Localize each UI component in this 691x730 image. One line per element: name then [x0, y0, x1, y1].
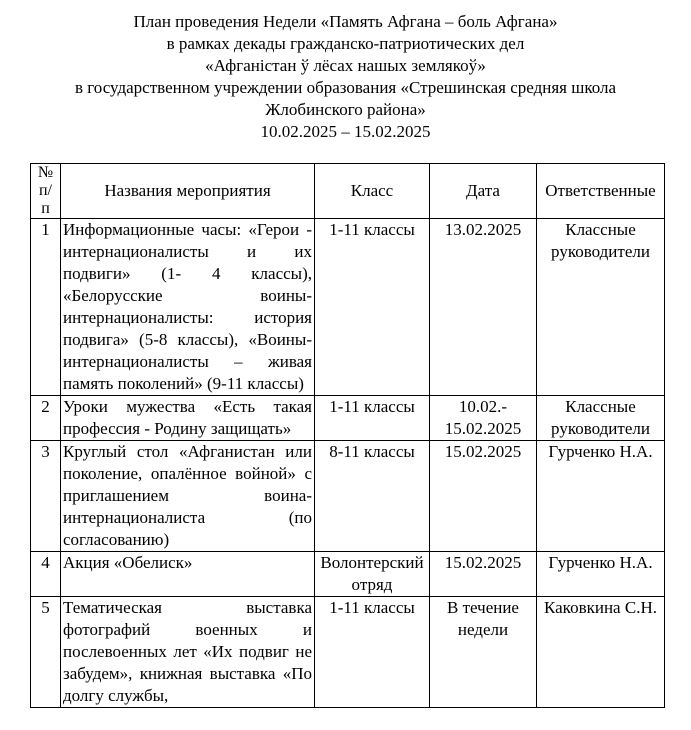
event-class: Волонтерский отряд: [315, 552, 430, 597]
column-header-name: Названия мероприятия: [61, 164, 315, 219]
column-header-class: Класс: [315, 164, 430, 219]
event-responsible: Гурченко Н.А.: [537, 552, 665, 597]
table-row: [31, 219, 665, 396]
column-header-number: [31, 164, 61, 219]
column-header-number-line1: №: [37, 164, 54, 181]
event-name: Акция «Обелиск»: [61, 552, 315, 597]
event-class: 8-11 классы: [315, 441, 430, 552]
event-name: Информационные часы: «Герои - интернационалисты и их подвиги» (1- 4 классы), «Белорусские воины-интернационалисты: история подвига» (5-8 классы), «Воины-интернационалисты – живая память поколений» (9-11 классы): [61, 219, 315, 396]
event-date: 15.02.2025: [430, 441, 537, 552]
date-range: 10.02.2025 – 15.02.2025: [260, 122, 431, 141]
event-date: 15.02.2025: [430, 552, 537, 597]
column-header-date: Дата: [430, 164, 537, 219]
event-name: Уроки мужества «Есть такая профессия - Родину защищать»: [61, 396, 315, 441]
event-date: В течение недели: [430, 597, 537, 708]
table-row: [31, 552, 665, 597]
table-row: [31, 396, 665, 441]
table-row: [31, 597, 665, 708]
row-number: 3: [31, 441, 61, 552]
event-responsible: Каковкина С.Н.: [537, 597, 665, 708]
event-responsible: Классные руководители: [537, 396, 665, 441]
event-name: Круглый стол «Афганистан или поколение, опалённое войной» с приглашением воина-интернационалиста (по согласованию): [61, 441, 315, 552]
subtitle-line: «Афганістан ў лёсах нашых землякоў»: [205, 56, 486, 75]
row-number: 5: [31, 597, 61, 708]
title-line: План проведения Недели «Память Афгана – боль Афгана»: [133, 12, 558, 31]
event-class: 1-11 классы: [315, 396, 430, 441]
events-table: [30, 163, 665, 708]
column-header-responsible: Ответственные: [537, 164, 665, 219]
table-row: [31, 441, 665, 552]
row-number: 1: [31, 219, 61, 396]
subtitle-line: Жлобинского района»: [265, 100, 426, 119]
row-number: 2: [31, 396, 61, 441]
column-header-number-line2: п/ п: [38, 182, 52, 217]
row-number: 4: [31, 552, 61, 597]
event-date: 13.02.2025: [430, 219, 537, 396]
event-responsible: Классные руководители: [537, 219, 665, 396]
table-header-row: [31, 164, 665, 219]
event-class: 1-11 классы: [315, 219, 430, 396]
subtitle-line: в государственном учреждении образования «Стрешинская средняя школа: [74, 78, 617, 97]
event-name: Тематическая выставка фотографий военных и послевоенных лет «Их подвиг не забудем», книжная выставка «По долгу службы,: [61, 597, 315, 708]
document-header: [0, 11, 691, 143]
subtitle-line: в рамках декады гражданско-патриотических дел: [166, 34, 525, 53]
event-responsible: Гурченко Н.А.: [537, 441, 665, 552]
event-date: 10.02.- 15.02.2025: [430, 396, 537, 441]
event-class: 1-11 классы: [315, 597, 430, 708]
